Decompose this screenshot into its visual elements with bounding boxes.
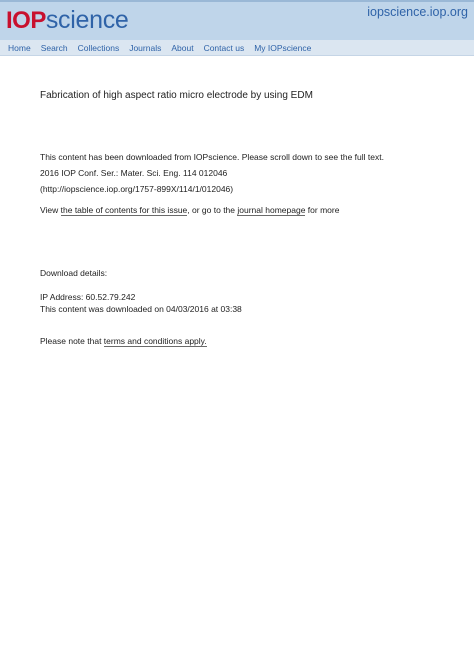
nav-bar [0,40,474,56]
view-links-line [40,205,339,215]
download-notice: This content has been downloaded from IOPscience. Please scroll down to see the full text. [40,152,384,162]
view-middle: , or go to the [187,205,238,215]
download-details-heading: Download details: [40,268,108,278]
site-header [0,0,474,40]
nav-contact-us[interactable]: Contact us [203,42,245,53]
doi-url: (http://iopscience.iop.org/1757-899X/114/1/012046) [40,184,234,194]
download-date: This content was downloaded on 04/03/2016 at 03:38 [40,304,242,314]
nav-collections[interactable]: Collections [77,42,120,53]
nav-about[interactable]: About [171,42,194,53]
terms-and-conditions-link[interactable]: terms and conditions apply. [103,336,207,346]
terms-notice-line [40,336,207,346]
terms-prefix: Please note that [40,336,104,346]
view-prefix: View [40,205,61,215]
article-title: Fabrication of high aspect ratio micro electrode by using EDM [40,90,313,101]
table-of-contents-link[interactable]: the table of contents for this issue [60,205,188,215]
ip-address: IP Address: 60.52.79.242 [40,292,136,302]
iopscience-logo[interactable] [6,3,129,35]
view-suffix: for more [305,205,340,215]
nav-journals[interactable]: Journals [129,42,162,53]
nav-home[interactable]: Home [8,42,31,53]
journal-homepage-link[interactable]: journal homepage [237,205,306,215]
logo-science-text: science [45,6,129,34]
site-url-link[interactable]: iopscience.iop.org [367,5,468,19]
logo-iop-text: IOP [6,7,46,34]
citation: 2016 IOP Conf. Ser.: Mater. Sci. Eng. 114 012046 [40,168,228,178]
nav-search[interactable]: Search [40,42,68,53]
nav-my-iopscience[interactable]: My IOPscience [254,42,312,53]
